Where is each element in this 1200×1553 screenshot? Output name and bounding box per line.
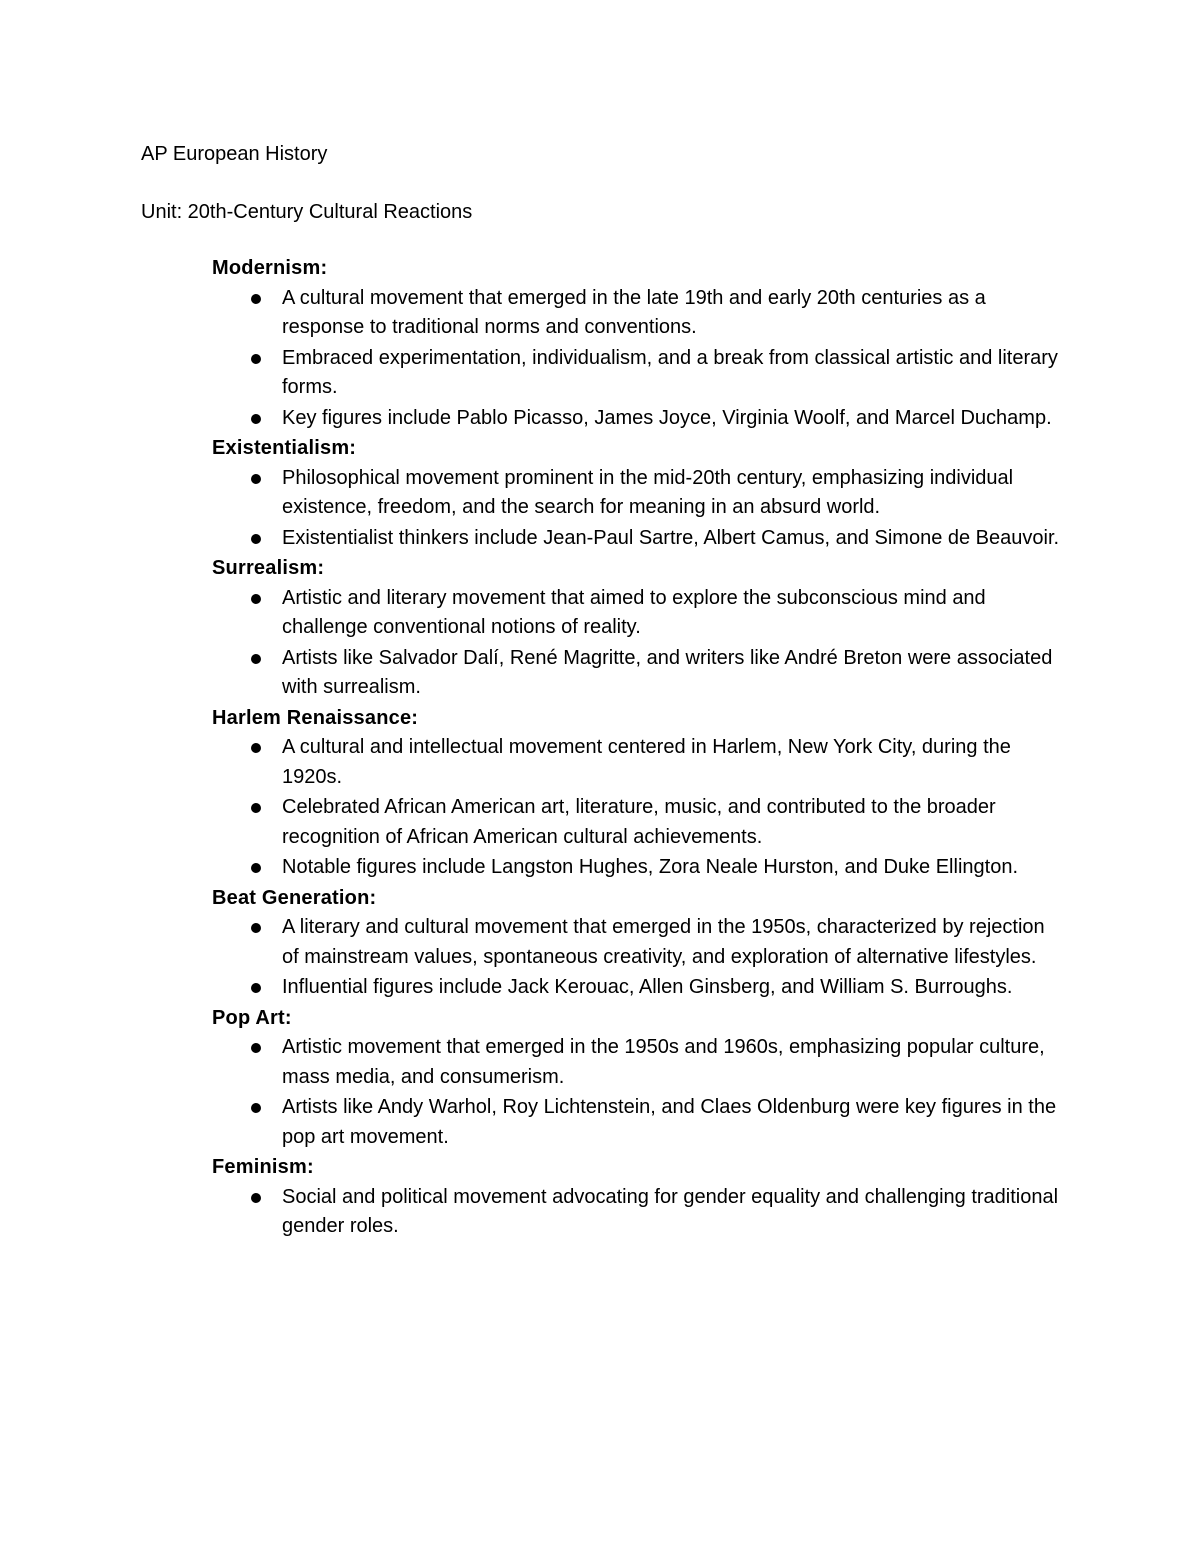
bullet-text: A literary and cultural movement that emerged in the 1950s, characterized by rejection of mainstream values, spontaneous creativity, and exploration of alternative lifestyles. [282, 916, 1045, 968]
section [212, 1153, 1092, 1242]
bullet-text: Social and political movement advocating for gender equality and challenging traditional gender roles. [282, 1185, 1059, 1237]
bullet-list [212, 1033, 1092, 1152]
bullet-dot-icon [251, 414, 261, 424]
section [212, 884, 1092, 1003]
bullet-text: Key figures include Pablo Picasso, James Joyce, Virginia Woolf, and Marcel Duchamp. [282, 406, 1052, 429]
section-heading: Surrealism: [212, 557, 325, 579]
bullet-item [212, 524, 1062, 554]
bullet-text: A cultural and intellectual movement centered in Harlem, New York City, during the 1920s. [282, 736, 1011, 788]
section [212, 434, 1092, 553]
document-title: AP European History [141, 143, 328, 165]
bullet-dot-icon [251, 983, 261, 993]
section-list [212, 254, 1092, 1243]
bullet-dot-icon [251, 803, 261, 813]
section-heading: Harlem Renaissance: [212, 706, 419, 729]
bullet-item [212, 733, 1062, 792]
bullet-dot-icon [251, 654, 261, 664]
section-heading: Feminism: [212, 1156, 314, 1178]
section [212, 704, 1092, 883]
bullet-dot-icon [251, 294, 261, 304]
bullet-item [212, 913, 1062, 972]
bullet-text: Artists like Salvador Dalí, René Magritte, and writers like André Breton were associated with surrealism. [282, 646, 1053, 698]
section-heading: Beat Generation: [212, 886, 377, 909]
bullet-item [212, 404, 1062, 434]
bullet-text: Notable figures include Langston Hughes, Zora Neale Hurston, and Duke Ellington. [282, 856, 1018, 878]
bullet-dot-icon [251, 1043, 261, 1053]
bullet-dot-icon [251, 354, 261, 364]
bullet-text: Celebrated African American art, literature, music, and contributed to the broader recognition of African American cultural achievements. [282, 796, 996, 848]
bullet-list [212, 733, 1092, 883]
bullet-item [212, 284, 1062, 343]
bullet-dot-icon [251, 743, 261, 753]
bullet-dot-icon [251, 594, 261, 604]
section-heading: Pop Art: [212, 1006, 292, 1029]
bullet-text: Philosophical movement prominent in the mid-20th century, emphasizing individual existence, freedom, and the search for meaning in an absurd world. [282, 466, 1014, 518]
bullet-text: Artistic and literary movement that aimed to explore the subconscious mind and challenge conventional notions of reality. [282, 586, 986, 638]
bullet-text: Influential figures include Jack Kerouac, Allen Ginsberg, and William S. Burroughs. [282, 976, 1013, 998]
bullet-dot-icon [251, 863, 261, 873]
bullet-item [212, 793, 1062, 852]
bullet-item [212, 1093, 1062, 1152]
bullet-list [212, 913, 1092, 1003]
bullet-dot-icon [251, 1103, 261, 1113]
bullet-list [212, 284, 1092, 434]
bullet-dot-icon [251, 534, 261, 544]
bullet-dot-icon [251, 923, 261, 933]
bullet-text: Artistic movement that emerged in the 1950s and 1960s, emphasizing popular culture, mass media, and consumerism. [282, 1036, 1045, 1088]
bullet-dot-icon [251, 474, 261, 484]
bullet-text: Artists like Andy Warhol, Roy Lichtenstein, and Claes Oldenburg were key figures in the pop art movement. [282, 1096, 1057, 1148]
section-heading: Existentialism: [212, 437, 357, 459]
bullet-text: Embraced experimentation, individualism, and a break from classical artistic and literary forms. [282, 346, 1058, 398]
bullet-item [212, 464, 1062, 523]
bullet-item [212, 853, 1062, 883]
bullet-item [212, 644, 1062, 703]
bullet-list [212, 464, 1092, 554]
bullet-list [212, 1183, 1092, 1242]
bullet-item [212, 973, 1062, 1003]
section [212, 254, 1092, 433]
bullet-item [212, 584, 1062, 643]
section-heading: Modernism: [212, 257, 328, 279]
bullet-item [212, 344, 1062, 403]
unit-heading: Unit: 20th-Century Cultural Reactions [141, 201, 473, 223]
bullet-text: Existentialist thinkers include Jean-Paul Sartre, Albert Camus, and Simone de Beauvoir. [282, 526, 1060, 549]
bullet-list [212, 584, 1092, 703]
bullet-dot-icon [251, 1193, 261, 1203]
section [212, 1004, 1092, 1153]
bullet-text: A cultural movement that emerged in the late 19th and early 20th centuries as a response to traditional norms and conventions. [282, 286, 986, 338]
bullet-item [212, 1183, 1062, 1242]
section [212, 554, 1092, 703]
bullet-item [212, 1033, 1062, 1092]
